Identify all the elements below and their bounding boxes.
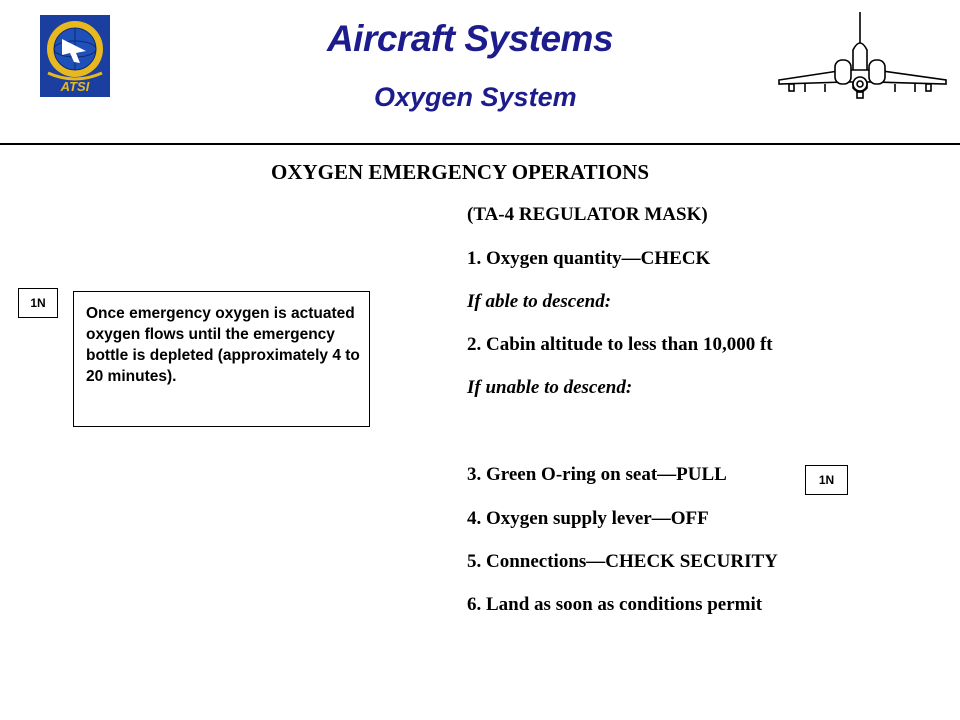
checklist-line: 2. Cabin altitude to less than 10,000 ft — [467, 334, 773, 355]
note-ref-badge: 1N — [805, 465, 848, 495]
note-ref-badge: 1N — [18, 288, 58, 318]
header-divider — [0, 143, 960, 145]
note-box: Once emergency oxygen is actuated oxygen flows until the emergency bottle is depleted (approximately 4 to 20 minutes). — [73, 291, 370, 427]
checklist-line: 6. Land as soon as conditions permit — [467, 594, 763, 615]
checklist-condition: If able to descend: — [467, 291, 612, 312]
checklist-line: 5. Connections—CHECK SECURITY — [467, 551, 778, 572]
aircraft-icon — [775, 10, 950, 100]
section-heading: OXYGEN EMERGENCY OPERATIONS — [270, 160, 650, 184]
page-subtitle: Oxygen System — [374, 82, 577, 112]
checklist-line: 4. Oxygen supply lever—OFF — [467, 508, 709, 529]
checklist-line: (TA-4 REGULATOR MASK) — [467, 204, 708, 225]
page-title: Aircraft Systems — [326, 18, 614, 59]
checklist-condition: If unable to descend: — [467, 377, 633, 398]
checklist-line: 3. Green O-ring on seat—PULL — [467, 464, 727, 485]
logo-text: ATSI — [60, 79, 90, 94]
checklist-line: 1. Oxygen quantity—CHECK — [467, 248, 711, 269]
